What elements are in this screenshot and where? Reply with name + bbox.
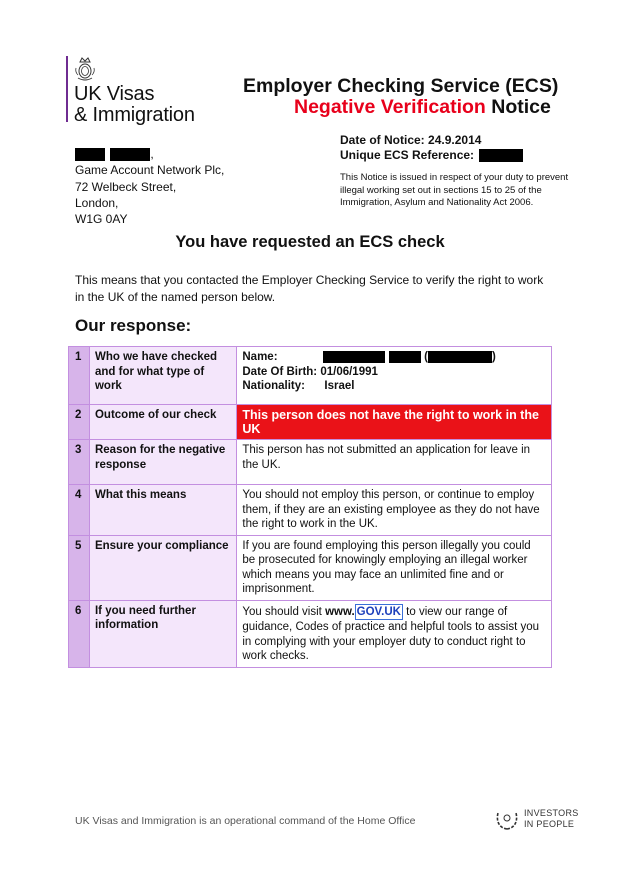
row-label: Ensure your compliance — [89, 535, 236, 600]
iip-text — [524, 808, 579, 830]
info-text-post: to view our range of guidance, Codes of practice and helpful tools to assist you in complying with your employer duty to conduct right to work checks. — [242, 605, 539, 662]
recipient-first-name-redaction — [75, 148, 105, 161]
investors-in-people-logo — [494, 806, 579, 834]
table-row — [69, 405, 552, 440]
dob-label: Date Of Birth: — [242, 365, 318, 378]
row-value — [237, 347, 552, 405]
row-label: Outcome of our check — [89, 405, 236, 440]
name-redaction-3 — [428, 351, 492, 363]
paren-close: ) — [491, 351, 496, 363]
logo-text-line1: UK Visas — [74, 83, 155, 105]
row-label: If you need further information — [89, 600, 236, 667]
address-line1: Game Account Network Plc, — [75, 163, 225, 178]
check-heading: You have requested an ECS check — [175, 233, 445, 251]
row-value: This person has not submitted an application for leave in the UK. — [237, 440, 552, 485]
address-line4: W1G 0AY — [75, 212, 128, 227]
nationality-value: Israel — [324, 380, 355, 392]
row-label: What this means — [89, 485, 236, 536]
recipient-last-name-redaction — [110, 148, 150, 161]
reference-redaction — [479, 149, 523, 162]
subtitle-red-part: Negative Verification — [294, 96, 486, 118]
table-row — [69, 535, 552, 600]
document-title: Employer Checking Service (ECS) — [243, 75, 559, 97]
dob-line — [242, 365, 546, 380]
iip-line1: INVESTORS — [524, 808, 579, 818]
logo-accent-bar — [66, 56, 68, 122]
table-row — [69, 347, 552, 405]
check-intro: This means that you contacted the Employer Checking Service to verify the right to work in the UK of the named person below. — [75, 273, 544, 304]
logo-text-line2: & Immigration — [74, 104, 195, 126]
date-of-notice — [340, 133, 481, 147]
row-number: 5 — [69, 535, 90, 600]
row-label: Reason for the negative response — [89, 440, 236, 485]
row-value: If you are found employing this person illegally you could be prosecuted for knowingly employing an illegal worker which means you may face an unlimited fine and or imprisonment. — [237, 535, 552, 600]
name-redaction-2 — [389, 351, 421, 363]
row-label: Who we have checked and for what type of work — [89, 347, 236, 405]
table-row — [69, 440, 552, 485]
nationality-label: Nationality: — [242, 380, 305, 392]
row-value — [237, 600, 552, 667]
row-number: 1 — [69, 347, 90, 405]
date-value: 24.9.2014 — [428, 133, 482, 147]
reference-label: Unique ECS Reference: — [340, 148, 475, 162]
name-label: Name: — [242, 351, 278, 363]
name-redaction-1 — [323, 351, 385, 363]
recipient-comma: , — [150, 147, 154, 161]
row-value: You should not employ this person, or continue to employ them, if they are an existing employee as they do not have the right to work in the UK. — [237, 485, 552, 536]
row-number: 2 — [69, 405, 90, 440]
person-name-line — [242, 350, 546, 365]
subtitle-black-part: Notice — [491, 96, 551, 118]
row-number: 6 — [69, 600, 90, 667]
address-line2: 72 Welbeck Street, — [75, 179, 177, 194]
negative-outcome: This person does not have the right to work in the UK — [237, 405, 552, 440]
row-number: 3 — [69, 440, 90, 485]
address-recipient — [75, 146, 224, 162]
dob-value: 01/06/1991 — [320, 365, 378, 378]
response-heading: Our response: — [75, 316, 192, 335]
iip-line2: IN PEOPLE — [524, 819, 575, 829]
notice-legal-text: This Notice is issued in respect of your duty to prevent illegal working set out in sections 15 to 25 of the Immigration, Asylum and Nationality Act 2006. — [340, 172, 569, 208]
response-table — [68, 346, 552, 668]
document-subtitle — [294, 96, 551, 119]
info-text-pre: You should visit — [242, 605, 326, 618]
table-row — [69, 600, 552, 667]
ecs-reference — [340, 148, 523, 162]
row-number: 4 — [69, 485, 90, 536]
investors-in-people-wreath-icon — [494, 806, 520, 832]
info-www: www. — [325, 605, 355, 618]
table-row — [69, 485, 552, 536]
paren-open: ( — [424, 351, 428, 363]
address-line3: London, — [75, 195, 119, 210]
employer-address — [75, 146, 224, 227]
govuk-link[interactable]: GOV.UK — [355, 604, 403, 621]
royal-crest-icon — [74, 56, 96, 82]
footer-text: UK Visas and Immigration is an operational command of the Home Office — [75, 815, 416, 827]
date-label: Date of Notice: — [340, 133, 425, 147]
nationality-line — [242, 379, 546, 394]
